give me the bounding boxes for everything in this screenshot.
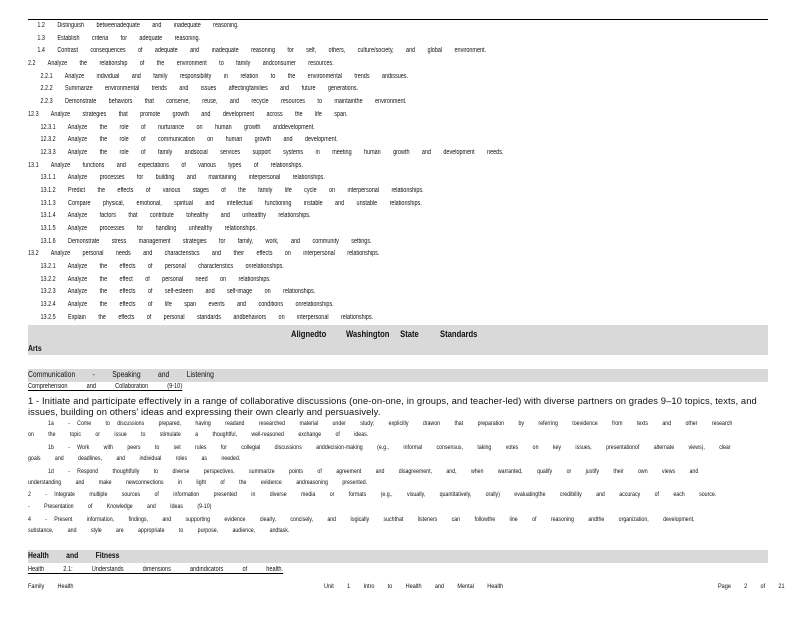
standards-label: Standards	[440, 329, 478, 339]
outline-item: 13.2 Analyze personal needs and characteristics and their effects on interpersonal relationships.	[28, 250, 380, 258]
outline-item: 12.3.1 Analyze the role of nurturance on human growth anddevelopment.	[40, 123, 315, 131]
health-band	[28, 550, 768, 563]
outline-item: 13.2.3 Analyze the effects of self-esteem and self-image on relationships.	[40, 288, 316, 296]
document-page	[28, 0, 785, 618]
standard-line: 1a - Come to discussions prepared, having readand researched material under study; explicitly drawon that preparation by referring toevidence from texts and other research	[48, 420, 733, 427]
outline-item: 13.1.6 Demonstrate stress management strategies for family, work, and community settings.	[40, 237, 372, 245]
outline-item: 2.2.1 Analyze individual and family responsibility in relation to the environmental trends andissues.	[40, 72, 409, 80]
subject-arts: Arts	[28, 344, 42, 353]
standard-line: substance, and style are appropriate to purpose, audience, andtask.	[28, 527, 290, 534]
outline-item: 2.2.3 Demonstrate behaviors that conserve, reuse, and recycle resources to maintainthe environment.	[40, 98, 407, 106]
standard-line: understanding and make newconnections in light of the evidence andreasoning presented.	[28, 479, 368, 486]
standard-line: goals and deadlines, and individual roles as needed.	[28, 455, 241, 462]
outline-item: 1.4 Contrast consequences of adequate and inadequate reasoning for self, others, culture/society, and global environment.	[37, 47, 487, 55]
state-label: Washington State	[346, 329, 419, 339]
health-heading: Health and Fitness	[28, 551, 120, 560]
outline-item: 13.2.5 Explain the effects of personal standards andbehaviors on interpersonal relationships.	[40, 313, 374, 321]
comprehension-subhead: Comprehension and Collaboration (9-10)	[28, 383, 183, 390]
outline-item: 13.1 Analyze functions and expectations of various types of relationships.	[28, 161, 303, 169]
standard-line: 1d - Respond thoughtfully to diverse perspectives, summarize points of agreement and disagreement, and, when warranted, qualify or justify their own views and	[48, 468, 699, 475]
standard-line: 2 - Integrate multiple sources of information presented in diverse media or formats (e.g., visually, quantitatively, orally) evaluatingthe credibility and accuracy of each source.	[28, 491, 717, 498]
outline-item: 13.2.4 Analyze the effects of life span events and conditions onrelationships.	[40, 301, 334, 309]
outline-item: 13.1.2 Predict the effects of various stages of the family life cycle on interpersonal relationships.	[40, 186, 424, 194]
footer-center: Unit 1 Intro to Health and Mental Health	[324, 583, 504, 590]
outline-item: 12.3.3 Analyze the role of family andsocial services support systems in meeting human growth and development needs.	[40, 148, 504, 156]
aligned-label: Alignedto	[291, 329, 327, 339]
communication-heading: Communication - Speaking and Listening	[28, 370, 214, 379]
footer-page-number: Page 2 of 21	[718, 583, 785, 590]
standard-1-text: 1 - Initiate and participate effectively in a range of collaborative discussions (one-on-one, in groups, and teacher-led) with diverse partners on grades 9–10 topics, texts, and issues, building on others' ideas and expressing their own clearly and persuasively.	[28, 395, 757, 417]
standard-line: 1b - Work with peers to set rules for collegial discussions anddecision-making (e.g., informal consensus, taking votes on key issues, presentationof alternate views), clear	[48, 444, 731, 451]
outline-item: 12.3 Analyze strategies that promote growth and development across the life span.	[28, 110, 348, 118]
outline-item: 13.1.4 Analyze factors that contribute tohealthy and unhealthy relationships.	[40, 212, 311, 220]
standard-line: 4 - Present information, findings, and supporting evidence clearly, concisely, and logically suchthat listeners can followthe line of reasoning andthe organization, development,	[28, 516, 695, 523]
outline-item: 1.3 Establish criteria for adequate reasoning.	[37, 34, 201, 42]
health-subhead: Health 2.1: Understands dimensions andindicators of health.	[28, 566, 284, 573]
standard-line: - Presentation of Knowledge and Ideas (9-10)	[28, 503, 212, 510]
outline-item: 13.2.1 Analyze the effects of personal characteristics onrelationships.	[40, 263, 284, 271]
footer-left: Family Health	[28, 583, 74, 590]
outline-item: 12.3.2 Analyze the role of communication on human growth and development.	[40, 136, 338, 144]
outline-item: 2.2.2 Summarize environmental trends and issues affectingfamilies and future generations.	[40, 85, 359, 93]
standards-outline	[28, 20, 768, 325]
outline-item: 1.2 Distinguish betweenadequate and inadequate reasoning.	[37, 22, 239, 29]
standard-line: on the topic or issue to stimulate a thoughtful, well-reasoned exchange of ideas.	[28, 431, 369, 438]
outline-item: 13.1.1 Analyze processes for building and maintaining interpersonal relationships.	[40, 174, 325, 182]
outline-item: 2.2 Analyze the relationship of the environment to family andconsumer resources.	[28, 60, 334, 68]
aligned-banner	[28, 325, 768, 355]
outline-item: 13.1.5 Analyze processes for handling unhealthy relationships.	[40, 225, 257, 232]
outline-item: 13.2.2 Analyze the effect of personal need on relationships.	[40, 275, 271, 283]
communication-band	[28, 369, 768, 382]
outline-item: 13.1.3 Compare physical, emotional, spiritual and intellectual functioning instable and unstable relationships.	[40, 199, 422, 207]
